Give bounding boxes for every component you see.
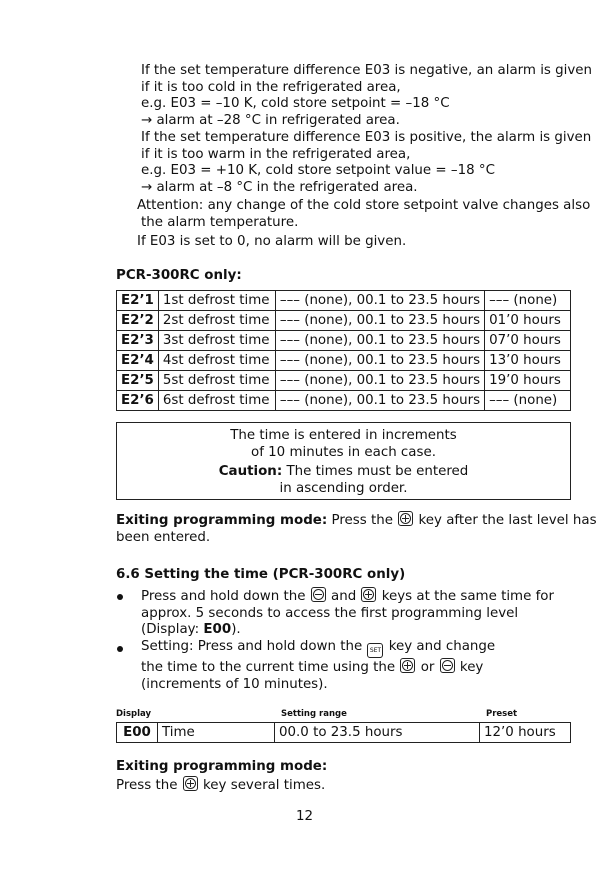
code-cell: E2’2 — [117, 311, 159, 331]
minus-key-icon — [311, 587, 326, 602]
table-row — [117, 371, 571, 391]
plus-key-icon — [400, 658, 415, 673]
pcr-heading: PCR-300RC only: — [116, 268, 242, 283]
name-cell: Time — [158, 723, 275, 743]
note-box — [116, 422, 571, 500]
name-cell: 2st defrost time — [158, 311, 275, 331]
set-key-icon: SET — [367, 643, 383, 658]
plus-key-icon — [361, 587, 376, 602]
exit-text: Press the — [331, 513, 393, 528]
preset-cell: ––– (none) — [485, 391, 571, 411]
text-line: Attention: any change of the cold store setpoint valve changes also — [137, 198, 591, 213]
bullet-text: the time to the current time using the — [141, 660, 396, 675]
minus-key-icon — [440, 658, 455, 673]
bullet-text: (increments of 10 minutes). — [141, 676, 328, 692]
table-row — [117, 311, 571, 331]
text-line: → alarm at –28 °C in refrigerated area. — [141, 112, 400, 128]
code-cell: E2’4 — [117, 351, 159, 371]
text-line: → alarm at –8 °C in the refrigerated area. — [141, 179, 418, 195]
bullet-item-access — [141, 587, 554, 639]
text-line: if it is too warm in the refrigerated area, — [141, 146, 411, 162]
range-cell: ––– (none), 00.1 to 23.5 hours — [275, 291, 484, 311]
code-cell: E2’6 — [117, 391, 159, 411]
preset-cell: 07’0 hours — [485, 331, 571, 351]
exit-text: Press the — [116, 777, 178, 793]
note-line: The time is entered in increments — [230, 428, 457, 443]
bullet-item-setting — [141, 639, 495, 693]
plus-key-icon — [183, 776, 198, 791]
note-line: of 10 minutes in each case. — [251, 444, 436, 460]
code-cell: E2’1 — [117, 291, 159, 311]
range-cell: ––– (none), 00.1 to 23.5 hours — [275, 371, 484, 391]
range-cell: ––– (none), 00.1 to 23.5 hours — [275, 331, 484, 351]
bullet-text: keys at the same time for — [381, 589, 554, 604]
caution-line — [117, 464, 570, 481]
preset-cell: 19’0 hours — [485, 371, 571, 391]
name-cell: 3st defrost time — [158, 331, 275, 351]
text-line: if it is too cold in the refrigerated area, — [141, 79, 401, 95]
exit-label: Exiting programming mode: — [116, 759, 328, 774]
negative-difference-paragraph — [141, 63, 592, 129]
text-line: If the set temperature difference E03 is positive, the alarm is given — [141, 130, 592, 145]
bullet-text: or — [420, 660, 435, 675]
preset-cell: 13’0 hours — [485, 351, 571, 371]
table-row — [117, 331, 571, 351]
text-line: e.g. E03 = +10 K, cold store setpoint value = –18 °C — [141, 163, 495, 178]
column-header-preset: Preset — [486, 709, 518, 719]
bullet-text: key — [459, 660, 484, 675]
bullet-text: Press and hold down the — [141, 589, 306, 604]
table-row — [117, 723, 571, 743]
caution-text: The times must be entered — [286, 464, 469, 479]
exit-label: Exiting programming mode: — [116, 513, 328, 528]
bullet-text: approx. 5 seconds to access the first programming level — [141, 605, 519, 621]
exit-programming-note — [116, 511, 597, 546]
table-row — [117, 291, 571, 311]
defrost-table — [116, 290, 571, 411]
text-line: the alarm temperature. — [141, 214, 299, 230]
bullet-text: key and change — [388, 639, 496, 654]
text-line: e.g. E03 = –10 K, cold store setpoint = –18 °C — [141, 96, 450, 111]
name-cell: 1st defrost time — [158, 291, 275, 311]
bullet-icon — [117, 594, 123, 600]
exit-text: key several times. — [203, 777, 326, 793]
bullet-text: and — [331, 589, 357, 604]
range-cell: ––– (none), 00.1 to 23.5 hours — [275, 311, 484, 331]
column-header-display: Display — [116, 709, 152, 719]
code-cell: E00 — [117, 723, 158, 743]
range-cell: 00.0 to 23.5 hours — [275, 723, 480, 743]
preset-cell: 12’0 hours — [480, 723, 571, 743]
preset-cell: ––– (none) — [485, 291, 571, 311]
display-code: E00 — [203, 622, 232, 637]
zero-note: If E03 is set to 0, no alarm will be given. — [137, 234, 407, 249]
name-cell: 5st defrost time — [158, 371, 275, 391]
text-line: If the set temperature difference E03 is negative, an alarm is given — [141, 63, 593, 78]
exit-programming-note-2 — [116, 759, 327, 794]
table-row — [117, 391, 571, 411]
name-cell: 4st defrost time — [158, 351, 275, 371]
name-cell: 6st defrost time — [158, 391, 275, 411]
bullet-text: ). — [231, 622, 241, 637]
code-cell: E2’3 — [117, 331, 159, 351]
exit-text: been entered. — [116, 529, 211, 545]
bullet-text: Setting: Press and hold down the — [141, 639, 363, 654]
preset-cell: 01’0 hours — [485, 311, 571, 331]
range-cell: ––– (none), 00.1 to 23.5 hours — [275, 351, 484, 371]
bullet-text: (Display: — [141, 622, 200, 637]
note-line: in ascending order. — [279, 480, 408, 496]
column-header-range: Setting range — [281, 709, 347, 719]
time-table — [116, 722, 571, 743]
positive-difference-paragraph — [141, 130, 591, 196]
range-cell: ––– (none), 00.1 to 23.5 hours — [275, 391, 484, 411]
attention-paragraph — [137, 198, 590, 231]
caution-label: Caution: — [218, 464, 283, 479]
exit-text: key after the last level has — [418, 513, 597, 528]
table-row — [117, 351, 571, 371]
section-heading: 6.6 Setting the time (PCR-300RC only) — [116, 567, 406, 582]
code-cell: E2’5 — [117, 371, 159, 391]
page-number: 12 — [296, 809, 314, 824]
plus-key-icon — [398, 511, 413, 526]
bullet-icon — [117, 646, 123, 652]
